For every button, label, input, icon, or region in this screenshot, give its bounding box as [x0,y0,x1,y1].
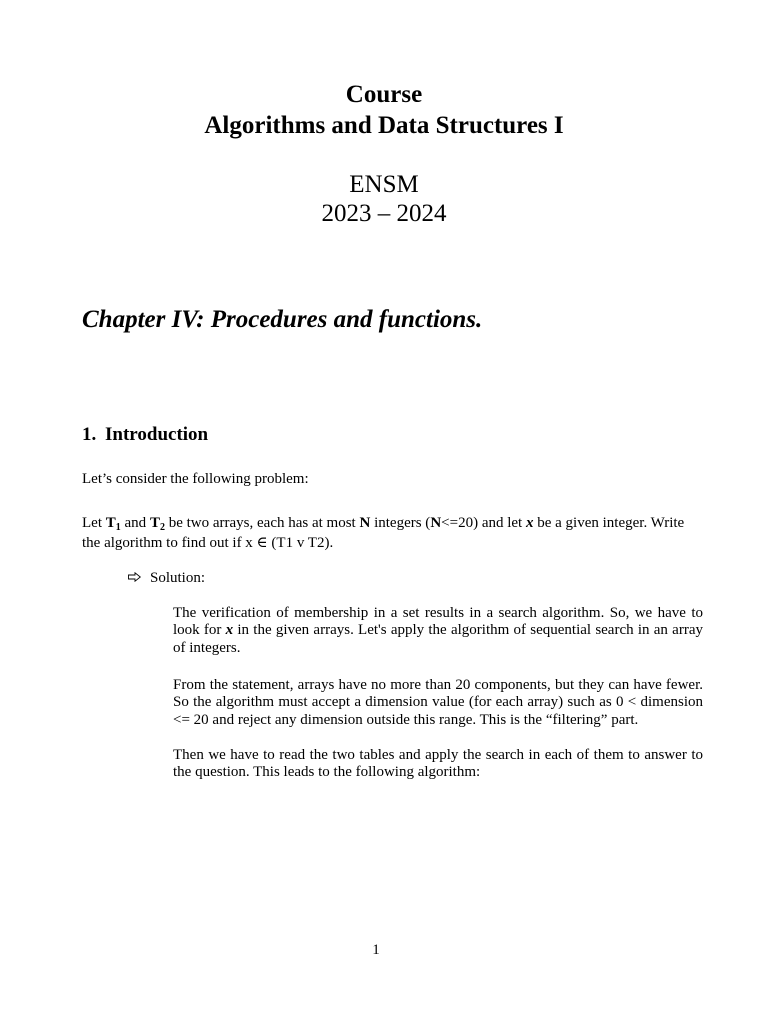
paragraph-text: the question. This leads to the following algorithm: [173,764,481,781]
problem-line-1 [82,514,684,532]
paragraph-text: in the given arrays. Let's apply the algorithm of sequential search in an array [233,622,703,639]
paragraph-text: Then we have to read the two tables and apply the search in each of them to answer to [173,747,703,763]
paragraph-text: The verification of membership in a set results in a search algorithm. So, we have to [173,605,703,621]
academic-year: 2023 – 2024 [321,200,447,227]
section-heading [82,423,208,447]
array-name-t1: T [105,515,116,531]
paragraph-line [173,764,703,781]
intro-text: Let’s consider the following problem: [82,471,309,487]
variable-x: x [225,622,234,639]
variable-n: N [430,515,442,531]
chapter-title: Chapter IV: Procedures and functions. [82,306,483,333]
solution-paragraph-1 [173,605,703,657]
problem-text: integers ( [370,515,431,531]
paragraph-text: From the statement, arrays have no more than 20 components, but they can have fewer. [173,677,703,693]
paragraph-line [173,712,703,729]
solution-heading [128,569,205,587]
array-subscript-1: 1 [115,522,121,533]
course-heading: Course [345,81,423,108]
page-number: 1 [372,942,380,958]
arrow-right-icon [128,569,150,587]
variable-n: N [359,515,371,531]
problem-text: and [120,515,150,531]
paragraph-line [173,622,703,639]
paragraph-line [173,640,703,657]
paragraph-line [173,605,703,622]
school-name: ENSM [349,171,419,198]
problem-text: Let [82,515,106,531]
paragraph-line [173,677,703,694]
paragraph-text: of integers. [173,639,241,656]
course-title: Algorithms and Data Structures I [204,112,564,139]
paragraph-text: <= 20 and reject any dimension outside this range. This is the “filtering” part. [173,711,639,728]
section-title: Introduction [105,424,209,445]
solution-paragraph-3 [173,747,703,782]
solution-label: Solution: [150,570,206,586]
paragraph-line [173,747,703,764]
array-subscript-2: 2 [159,522,165,533]
paragraph-text: So the algorithm must accept a dimension value (for each array) such as 0 < dimension [173,694,703,711]
paragraph-line [173,694,703,711]
problem-text: be two arrays, each has at most [164,515,360,531]
solution-paragraph-2 [173,677,703,729]
problem-text: <=20) and let [441,515,526,531]
variable-x: x [525,515,534,531]
section-number: 1. [82,424,97,445]
problem-text: be a given integer. Write [533,515,685,531]
problem-line-2: the algorithm to find out if x ∈ (T1 v T2). [82,535,334,551]
paragraph-text: look for [173,622,226,639]
array-name-t2: T [149,515,160,531]
